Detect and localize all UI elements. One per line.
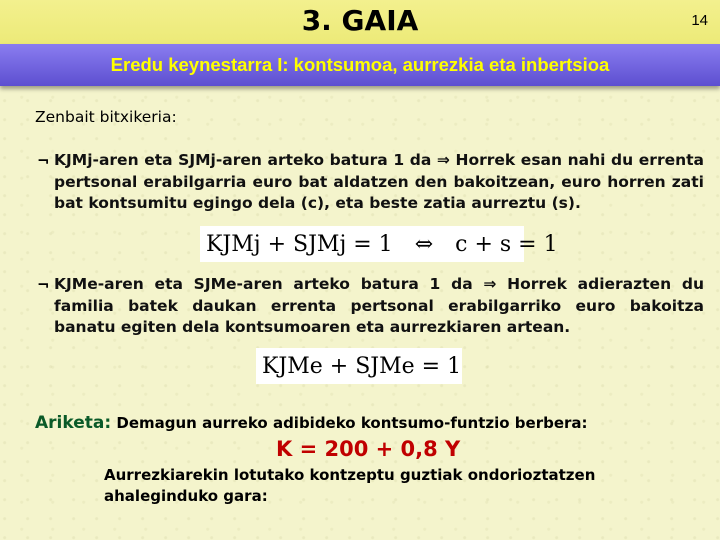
subtitle-band [0, 44, 720, 86]
bullet-text-rest: Horrek adierazten du familia batek daukan errenta pertsonal erabilgarriko euro bakoitza banatu egiten dela kontsumoaren eta aurrezkiaren artean. [54, 275, 704, 336]
bullet-paragraph [54, 150, 704, 215]
implies-arrow-icon: ⇒ [436, 151, 450, 169]
iff-arrow-icon: ⇔ [414, 231, 434, 257]
intro-text: Zenbait bitxikeria: [35, 108, 177, 126]
slide-title: 3. GAIA [301, 4, 419, 37]
bullet-text-lead: KJMe-aren eta SJMe-aren arteko batura 1 da [54, 275, 484, 293]
title-band [0, 0, 720, 44]
equation-left: KJMe + SJMe = 1 [262, 353, 462, 379]
equation-left: KJMj + SJMj = 1 [206, 231, 393, 257]
exercise-label: Ariketa: [35, 413, 112, 433]
implies-arrow-icon: ⇒ [483, 275, 497, 293]
bullet-text-lead: KJMj-aren eta SJMj-aren arteko batura 1 da [54, 151, 437, 169]
slide-subtitle: Eredu keynestarra I: kontsumoa, aurrezkia eta inbertsioa [110, 54, 610, 75]
bullet-paragraph [54, 274, 704, 339]
page-number: 14 [691, 12, 708, 29]
exercise-line [35, 413, 588, 433]
exercise-text: Demagun aurreko adibideko kontsumo-funtzio berbera: [111, 414, 588, 432]
bullet-marker-icon: ¬ [37, 152, 50, 170]
consumption-formula: K = 200 + 0,8 Y [276, 437, 461, 461]
bullet-marker-icon: ¬ [37, 276, 50, 294]
exercise-closing: Aurrezkiarekin lotutako kontzeptu guztiak ondorioztatzen ahaleginduko gara: [104, 466, 596, 505]
equation-box [256, 348, 462, 384]
bullet-text-rest: Horrek esan nahi du errenta pertsonal erabilgarria euro bat aldatzen den bakoitzean, euro horren zati bat kontsumitu egingo dela (c), eta beste zatia aurreztu (s). [54, 151, 704, 212]
equation-box [200, 226, 558, 262]
equation-right: c + s = 1 [455, 231, 558, 257]
